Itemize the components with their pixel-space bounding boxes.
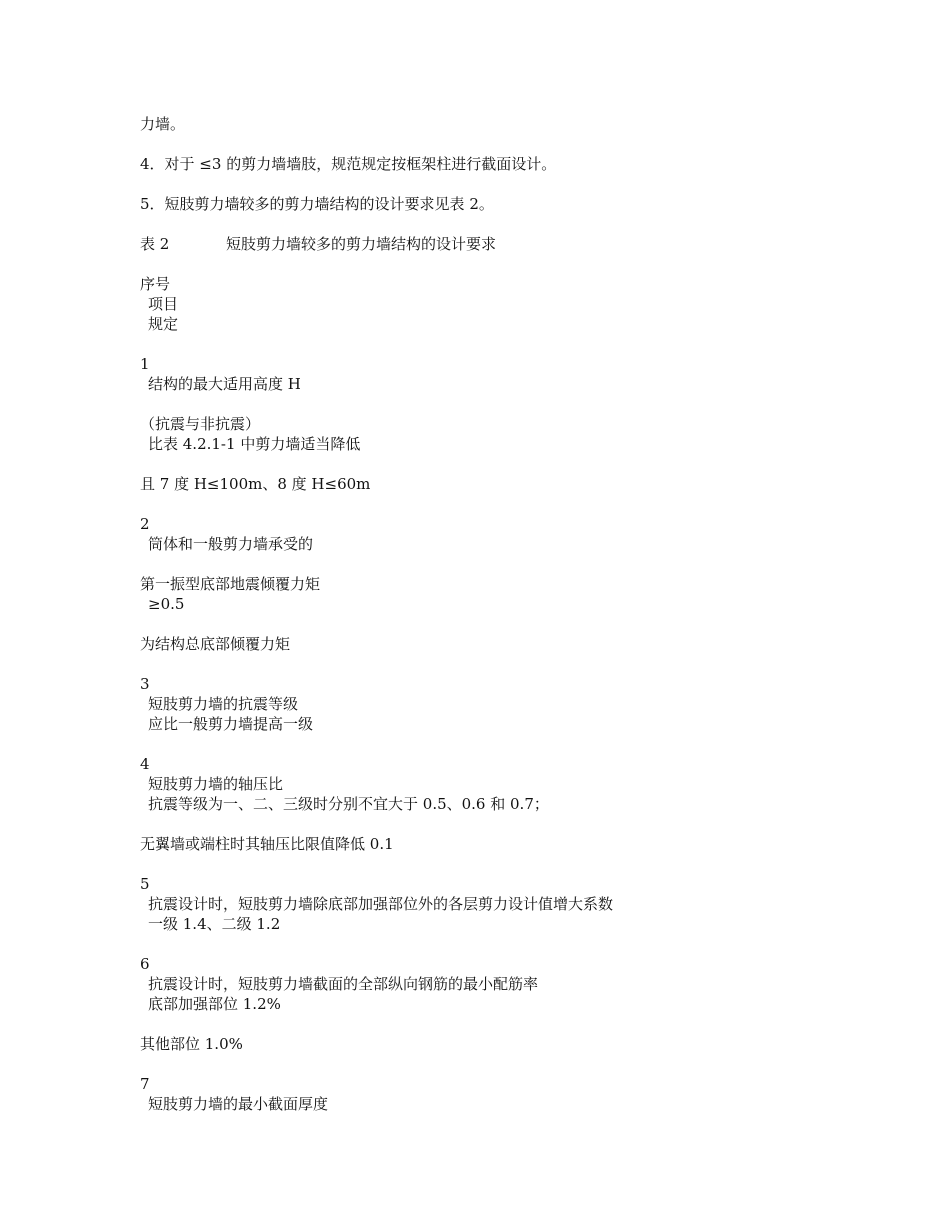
header-rule: 规定 [148, 315, 179, 333]
row-6-number: 6 [140, 955, 150, 973]
table-title: 短肢剪力墙较多的剪力墙结构的设计要求 [226, 235, 497, 253]
row-3-item: 短肢剪力墙的抗震等级 [148, 695, 299, 713]
header-number: 序号 [140, 275, 171, 293]
row-1-number: 1 [140, 355, 150, 373]
row-2-item: 筒体和一般剪力墙承受的 [148, 535, 314, 553]
row-7-item: 短肢剪力墙的最小截面厚度 [148, 1095, 329, 1113]
row-4-rule: 抗震等级为一、二、三级时分别不宜大于 0.5、0.6 和 0.7； [148, 795, 549, 813]
table-label: 表 2 [140, 235, 170, 253]
row-6-rule-cont: 其他部位 1.0% [140, 1035, 243, 1053]
row-4-rule-cont: 无翼墙或端柱时其轴压比限值降低 0.1 [140, 835, 394, 853]
row-3-number: 3 [140, 675, 150, 693]
row-2-rule-cont: 为结构总底部倾覆力矩 [140, 635, 291, 653]
row-2-rule: ≥0.5 [148, 595, 185, 613]
paragraph-item-4: 4．对于 ≤3 的剪力墙墙肢，规范规定按框架柱进行截面设计。 [140, 155, 557, 173]
row-3-rule: 应比一般剪力墙提高一级 [148, 715, 314, 733]
header-item: 项目 [148, 295, 179, 313]
row-1-rule: 比表 4.2.1-1 中剪力墙适当降低 [148, 435, 361, 453]
row-7-number: 7 [140, 1075, 150, 1093]
row-1-item-note: （抗震与非抗震） [140, 415, 261, 433]
row-2-item-cont: 第一振型底部地震倾覆力矩 [140, 575, 321, 593]
row-5-rule: 一级 1.4、二级 1.2 [148, 915, 281, 933]
row-4-item: 短肢剪力墙的轴压比 [148, 775, 284, 793]
row-4-number: 4 [140, 755, 150, 773]
row-2-number: 2 [140, 515, 150, 533]
row-5-item: 抗震设计时，短肢剪力墙除底部加强部位外的各层剪力设计值增大系数 [148, 895, 614, 913]
paragraph-continuation: 力墙。 [140, 115, 186, 133]
row-1-rule-cont: 且 7 度 H≤100m、8 度 H≤60m [140, 475, 371, 493]
paragraph-item-5: 5．短肢剪力墙较多的剪力墙结构的设计要求见表 2。 [140, 195, 494, 213]
row-6-item: 抗震设计时，短肢剪力墙截面的全部纵向钢筋的最小配筋率 [148, 975, 539, 993]
row-5-number: 5 [140, 875, 150, 893]
row-6-rule: 底部加强部位 1.2% [148, 995, 281, 1013]
row-1-item: 结构的最大适用高度 H [148, 375, 301, 393]
